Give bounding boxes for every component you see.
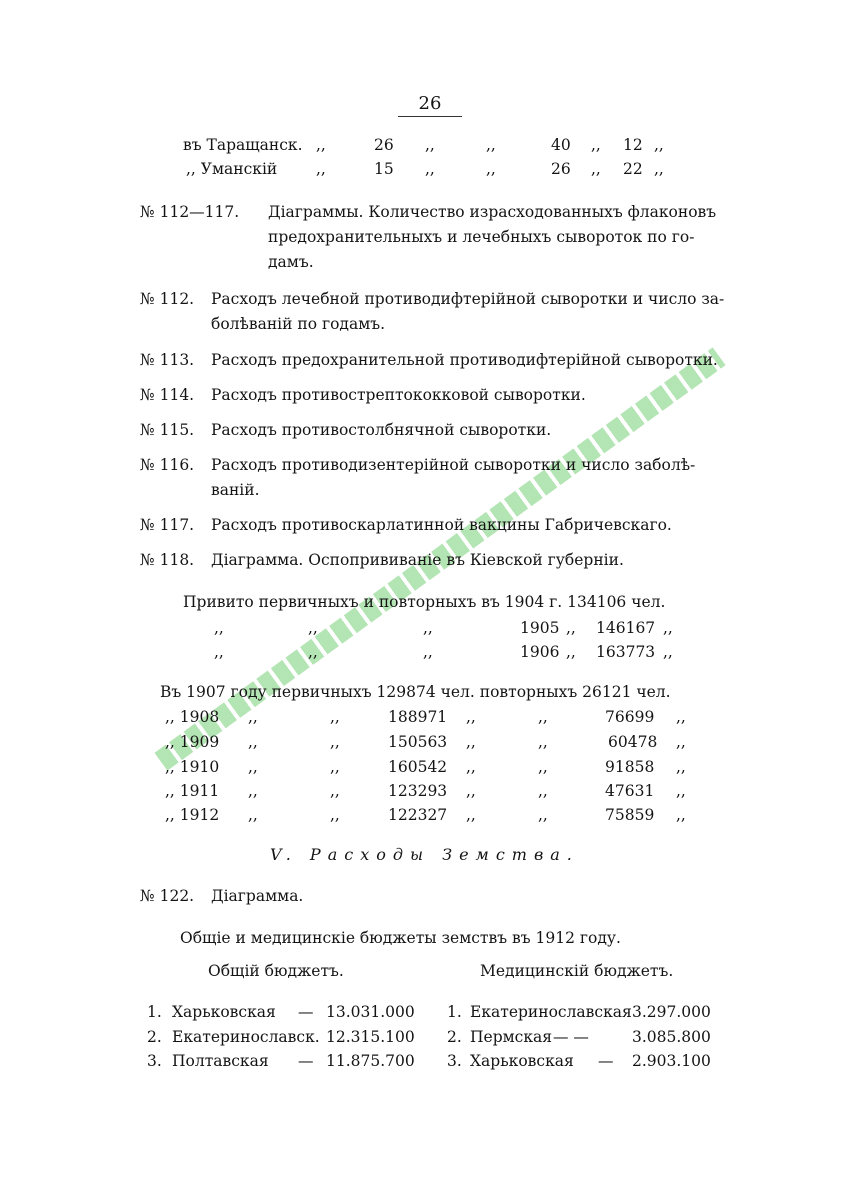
primary-value: 160542 — [388, 758, 448, 776]
dash: — — [298, 1003, 314, 1021]
entry-number: № 116. — [140, 456, 195, 474]
primary-value: 123293 — [388, 782, 448, 800]
vaccination-value: 163773 — [596, 643, 656, 661]
ditto-mark: ,, — [538, 806, 548, 824]
budget-amount: 2.903.100 — [632, 1052, 711, 1070]
entry-number: № 112. — [140, 290, 195, 308]
repeat-value: 60478 — [608, 733, 658, 751]
ditto-mark: ,, — [538, 733, 548, 751]
entry-text: предохранительныхъ и лечебныхъ сывороток по го- — [268, 228, 695, 246]
entry-text: Расходъ противострептококковой сыворотки. — [211, 386, 586, 404]
intro-value: 22 — [623, 160, 643, 178]
intro-value: 12 — [623, 136, 643, 154]
list-index: 1. — [147, 1003, 162, 1021]
ditto-mark: ,, — [214, 619, 224, 637]
province-name: Харьковская — [172, 1003, 276, 1021]
budget-amount: 11.875.700 — [326, 1052, 415, 1070]
repeat-value: 47631 — [605, 782, 655, 800]
entry-text: Расходъ противостолбнячной сыворотки. — [211, 421, 552, 439]
vaccination-year: 1906 — [520, 643, 560, 661]
ditto-mark: ,, — [330, 782, 340, 800]
list-index: 1. — [447, 1003, 462, 1021]
row-year: ,, 1908 — [165, 708, 220, 726]
primary-repeat-header: Въ 1907 году первичныхъ 129874 чел. повторныхъ 26121 чел. — [160, 683, 671, 701]
repeat-value: 91858 — [605, 758, 655, 776]
budget-amount: 3.297.000 — [632, 1003, 711, 1021]
list-index: 3. — [147, 1052, 162, 1070]
entry-number: № 117. — [140, 516, 195, 534]
budget-amount: 12.315.100 — [326, 1028, 415, 1046]
entry-text: ваній. — [211, 481, 260, 499]
entry-text: Діаграмма. — [211, 887, 304, 905]
section-title: V. Расходы Земства. — [270, 845, 579, 864]
ditto-mark: ,, — [248, 758, 258, 776]
entry-text: Діаграмма. Оспопрививаніе въ Кіевской губерніи. — [211, 551, 624, 569]
entry-number: № 113. — [140, 351, 195, 369]
ditto-mark: ,, — [466, 758, 476, 776]
ditto-mark: ,, — [423, 619, 433, 637]
ditto-mark: ,, — [566, 619, 576, 637]
intro-value: 40 — [551, 136, 571, 154]
ditto-mark: ,, — [308, 619, 318, 637]
entry-text: Расходъ лечебной противодифтерійной сыворотки и число за- — [211, 290, 725, 308]
dash: — — — [553, 1028, 589, 1046]
ditto-mark: ,, — [466, 708, 476, 726]
ditto-mark: ,, — [214, 643, 224, 661]
ditto-mark: ,, — [425, 160, 435, 178]
budget-amount: 3.085.800 — [632, 1028, 711, 1046]
ditto-mark: ,, — [591, 160, 601, 178]
repeat-value: 75859 — [605, 806, 655, 824]
intro-row-name: въ Таращанск. — [183, 136, 303, 154]
ditto-mark: ,, — [538, 782, 548, 800]
ditto-mark: ,, — [466, 782, 476, 800]
province-name: Екатеринославская — [470, 1003, 632, 1021]
ditto-mark: ,, — [330, 758, 340, 776]
intro-value: 26 — [551, 160, 571, 178]
province-name: Полтавская — [172, 1052, 269, 1070]
ditto-mark: ,, — [676, 708, 686, 726]
entry-text: Расходъ противоскарлатинной вакцины Габричевскаго. — [211, 516, 672, 534]
medical-budget-header: Медицинскій бюджетъ. — [480, 962, 674, 980]
ditto-mark: ,, — [486, 136, 496, 154]
province-name: Екатеринославск. — [172, 1028, 320, 1046]
entry-text: Расходъ предохранительной противодифтерійной сыворотки. — [211, 351, 718, 369]
ditto-mark: ,, — [248, 782, 258, 800]
row-year: ,, 1911 — [165, 782, 220, 800]
primary-value: 150563 — [388, 733, 448, 751]
ditto-mark: ,, — [538, 708, 548, 726]
ditto-mark: ,, — [308, 643, 318, 661]
entry-text: болѣваній по годамъ. — [211, 315, 386, 333]
ditto-mark: ,, — [676, 782, 686, 800]
ditto-mark: ,, — [654, 160, 664, 178]
province-name: Харьковская — [470, 1052, 574, 1070]
ditto-mark: ,, — [654, 136, 664, 154]
intro-value: 26 — [374, 136, 394, 154]
entry-number: № 115. — [140, 421, 195, 439]
ditto-mark: ,, — [425, 136, 435, 154]
row-year: ,, 1910 — [165, 758, 220, 776]
ditto-mark: ,, — [330, 708, 340, 726]
entry-number: № 114. — [140, 386, 195, 404]
ditto-mark: ,, — [486, 160, 496, 178]
ditto-mark: ,, — [663, 619, 673, 637]
ditto-mark: ,, — [676, 806, 686, 824]
entry-text: дамъ. — [268, 253, 314, 271]
ditto-mark: ,, — [676, 733, 686, 751]
vaccination-value: 146167 — [596, 619, 656, 637]
ditto-mark: ,, — [538, 758, 548, 776]
entry-number: № 118. — [140, 551, 195, 569]
budget-amount: 13.031.000 — [326, 1003, 415, 1021]
budgets-title: Общіе и медицинскіе бюджеты земствъ въ 1912 году. — [180, 929, 621, 947]
ditto-mark: ,, — [316, 160, 326, 178]
vaccination-header: Привито первичныхъ и повторныхъ въ 1904 г. 134106 чел. — [183, 593, 666, 611]
row-year: ,, 1909 — [165, 733, 220, 751]
ditto-mark: ,, — [591, 136, 601, 154]
province-name: Пермская — [470, 1028, 553, 1046]
entry-number: № 122. — [140, 887, 195, 905]
general-budget-header: Общій бюджетъ. — [208, 962, 344, 980]
repeat-value: 76699 — [605, 708, 655, 726]
ditto-mark: ,, — [248, 733, 258, 751]
ditto-mark: ,, — [330, 733, 340, 751]
intro-value: 15 — [374, 160, 394, 178]
ditto-mark: ,, — [248, 708, 258, 726]
ditto-mark: ,, — [676, 758, 686, 776]
vaccination-year: 1905 — [520, 619, 560, 637]
ditto-mark: ,, — [566, 643, 576, 661]
primary-value: 122327 — [388, 806, 448, 824]
ditto-mark: ,, — [423, 643, 433, 661]
list-index: 3. — [447, 1052, 462, 1070]
dash: — — [298, 1052, 314, 1070]
ditto-mark: ,, — [248, 806, 258, 824]
entry-text: Расходъ противодизентерійной сыворотки и число заболѣ- — [211, 456, 696, 474]
entry-number: № 112—117. — [140, 203, 240, 221]
ditto-mark: ,, — [316, 136, 326, 154]
list-index: 2. — [447, 1028, 462, 1046]
ditto-mark: ,, — [330, 806, 340, 824]
dash: — — [598, 1052, 614, 1070]
primary-value: 188971 — [388, 708, 448, 726]
entry-text: Діаграммы. Количество израсходованныхъ флаконовъ — [268, 203, 717, 221]
ditto-mark: ,, — [466, 806, 476, 824]
page-number: 26 — [398, 92, 462, 117]
ditto-mark: ,, — [663, 643, 673, 661]
list-index: 2. — [147, 1028, 162, 1046]
intro-row-name: ,, Уманскій — [186, 160, 278, 178]
row-year: ,, 1912 — [165, 806, 220, 824]
ditto-mark: ,, — [466, 733, 476, 751]
